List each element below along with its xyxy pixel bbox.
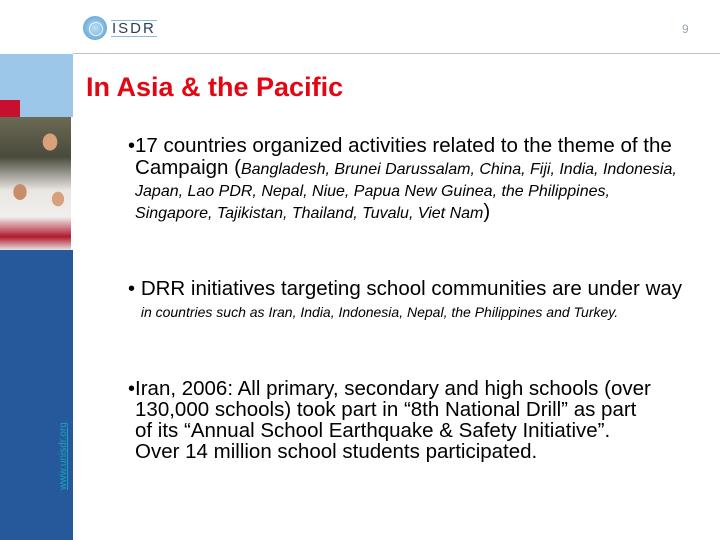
- bullet-text: [135, 135, 688, 223]
- bullet-item: [128, 378, 658, 462]
- bullet-main-text: Iran, 2006: All primary, secondary and high schools (over 130,000 schools) took part in “8th National Drill” as part of its “Annual School Earthquake & Safety Initiative”. Over 14 million school students participated.: [135, 377, 651, 463]
- header-divider: [73, 53, 720, 54]
- slide-number: 9: [682, 22, 689, 36]
- sidebar-url-link[interactable]: www.unisdr.org: [58, 422, 69, 490]
- isdr-logo: [83, 16, 157, 40]
- bullet-close-paren: ): [483, 200, 491, 223]
- bullet-item: [128, 135, 688, 223]
- bullet-main-text: 17 countries organized activities related to the theme of the Campaign (: [135, 134, 672, 179]
- bullet-dot-icon: •: [128, 378, 136, 400]
- bullet-detail-text: Bangladesh, Brunei Darussalam, China, Fiji, India, Indonesia, Japan, Lao PDR, Nepal, Niue, Papua New Guinea, the Philippines, Singapore, Tajikistan, Thailand, Tuvalu, Viet Nam: [135, 161, 677, 222]
- bullet-dot-icon: •: [128, 278, 136, 300]
- bullet-main-text: DRR initiatives targeting school communities are under way: [140, 277, 683, 300]
- bullet-detail-text: in countries such as Iran, India, Indonesia, Nepal, the Philippines and Turkey.: [140, 304, 619, 320]
- un-emblem-icon: [83, 16, 107, 40]
- sidebar-red-accent: [0, 100, 20, 117]
- bullet-dot-icon: •: [128, 135, 136, 157]
- isdr-logo-text: ISDR: [112, 19, 156, 37]
- sidebar-photo: [0, 117, 71, 250]
- sidebar-dark-band: [0, 250, 73, 540]
- bullet-item: [128, 278, 688, 323]
- bullet-text: [141, 278, 688, 323]
- bullet-text: [135, 378, 658, 462]
- slide-title: In Asia & the Pacific: [86, 72, 344, 102]
